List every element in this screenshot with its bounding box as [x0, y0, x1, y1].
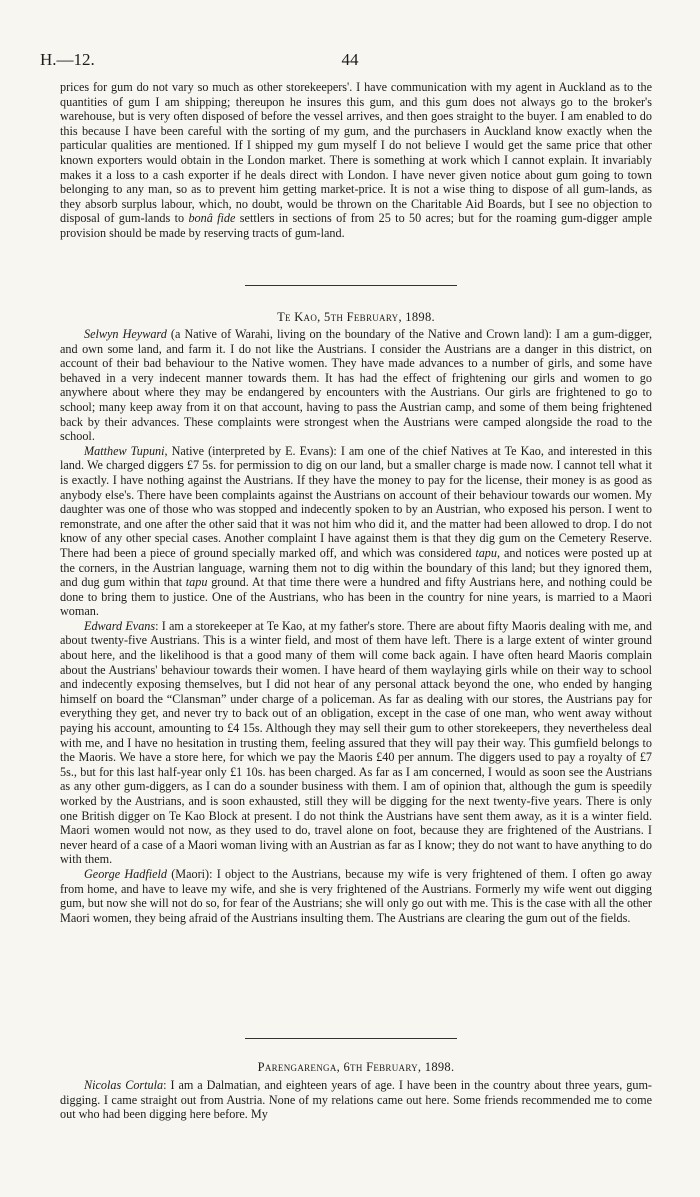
section-divider-1 — [245, 285, 457, 286]
parengarenga-testimonies — [60, 1078, 652, 1122]
witness-name: Selwyn Heyward — [84, 327, 167, 341]
heading-date: 5th February, 1898. — [324, 310, 435, 324]
heading-date: 6th February, 1898. — [343, 1060, 455, 1074]
testimony-evans: Edward Evans: I am a storekeeper at Te Kao, at my father's store. There are about fifty Maoris dealing with me, and about twenty-five Austrians. This is a winter field, and most of them have left. There is a large extent of winter ground about here, and the likelihood is that a good many of them will come back again. I have often heard Maoris complain about the Austrians' behaviour towards their women. I have heard of them waylaying girls while on their way to school and indecently exposing themselves, but I did not hear of any personal attack beyond the one, who ended by hanging himself on board the “Clansman” under charge of a policeman. As far as dealing with our stores, the Austrians pay for everything they get, and never try to back out of an obligation, except in the case of one man, who went away without paying his account, amounting to £4 15s. Although they may sell their gum to other storekeepers, they nevertheless deal with me, and I have no hesitation in trusting them, feeling assured that they will pay their way. This gumfield belongs to the Maoris. We have a store here, for which we pay the Maoris £40 per annum. The diggers used to pay a royalty of £7 5s., but for this last half-year only £1 10s. has been charged. As far as I am concerned, I would as soon see the Austrians as any other gum-diggers, as I can do a sounder business with them. I am of opinion that, although the gum is speedily worked by the Austrians, and is soon exhausted, still they will be digging for the next twenty-five years. There is only one British digger on Te Kao Block at present. I do not think the Austrians have sent them away, as it is a winter field. Maori women would not now, as they used to do, travel alone on foot, because they are frightened of the Austrians. I never heard of a case of a Maori woman living with an Austrian as far as I know; they do not want to have anything to do with them. — [60, 618, 652, 867]
document-reference: H.—12. — [40, 50, 95, 69]
testimony-tupuni: Matthew Tupuni, Native (interpreted by E. Evans): I am one of the chief Natives at Te Kao, and interested in this land. We charged diggers £7 5s. for permission to dig on our land, but a smaller charge is made now. I cannot tell what it is exactly. I have nothing against the Austrians. If they have the money to pay for the license, their money is as good as anybody else's. There have been complaints against the Austrians on account of their behaviour towards our women. My daughter was one of those who was stopped and indecently spoken to by an Austrian, who exposed his person. I went to remonstrate, and one after the other said that it was not him who did it, and the matter had been allowed to drop. I do not know of any other special cases. Another complaint I have against them is that they dig gum on the Cemetery Reserve. There had been a piece of ground specially marked off, and which was considered tapu, and notices were posted up at the corners, in the Austrian language, warning them not to dig within the boundary of this land; but they ignored them, and dug gum within that tapu ground. At that time there were a hundred and fifty Austrians here, and nothing could be done to bring them to justice. One of the Austrians, who has been in the country for nine years, is married to a Maori woman. — [60, 443, 653, 619]
intro-paragraph: prices for gum do not vary so much as other storekeepers'. I have communication with my agent in Auckland as to the quantities of gum I am shipping; thereupon he insures this gum, and this gum does not always go to the broker's warehouse, but is very often disposed of before the vessel arrives, and then goes straight to the buyer. I am enabled to do this because I have been careful with the sorting of my gum, and the purchasers in Auckland know exactly when the particular qualities are mentioned. If I shipped my gum myself I do not believe I would get the same price that other known exporters would obtain in the London market. There is something at work which I cannot explain. It invariably makes it a loss to a cash exporter if he deals direct with London. I have never given notice about gum going to town belonging to any man, so as to prevent him getting market-price. It is not a wise thing to dispose of all gum-lands, as they absorb surplus labour, which, no doubt, would be thrown on the Charitable Aid Boards, but I see no objection to disposal of gum-lands to bonâ fide settlers in sections of from 25 to 50 acres; but for the roaming gum-digger ample provision should be made by reserving tracts of gum-land. — [60, 80, 652, 240]
page-number: 44 — [341, 50, 359, 69]
section-heading-parengarenga: Parengarenga, 6th February, 1898. — [257, 1060, 455, 1074]
testimony-heyward: Selwyn Heyward (a Native of Warahi, living on the boundary of the Native and Crown land): I am a gum-digger, and own some land, and farm it. I do not like the Austrians. I consider the Austrians are a danger in this district, on account of their bad behaviour to the Native women. They have made advances to a number of girls, and some have behaved in a very indecent manner towards them. It has had the effect of frightening our girls and women to go anywhere about where they may be endangered by encounters with the Austrians. Our girls are frightened to go to school; many keep away from it on that account, having to pass the Austrian camp, and some of them being frightened back by their advances. These complaints were strongest when the Austrians were camped alongside the road to the school. — [60, 327, 652, 444]
testimony-hadfield: George Hadfield (Maori): I object to the Austrians, because my wife is very frightened of them. I often go away from home, and have to leave my wife, and she is very frightened of the Austrians. Formerly my wife went out digging gum, but now she will not do so, for fear of the Austrians; she will only go out with me. This is the case with all the other Maori women, they being afraid of the Austrians insulting them. The Austrians are clearing the gum out of the fields. — [60, 866, 652, 925]
testimony-cortula: Nicolas Cortula: I am a Dalmatian, and eighteen years of age. I have been in the country about three years, gum-digging. I came straight out from Austria. None of my relations came out here. Some friends recommended me to come out who had been digging here before. My — [60, 1078, 652, 1122]
section-divider-2 — [245, 1038, 457, 1039]
heading-place: Te Kao — [277, 310, 318, 324]
witness-name: Nicolas Cortula — [84, 1078, 164, 1092]
witness-name: George Hadfield — [84, 866, 167, 881]
section-heading-te-kao: Te Kao, 5th February, 1898. — [277, 310, 435, 324]
page-header — [40, 50, 660, 72]
witness-name: Matthew Tupuni — [84, 443, 165, 458]
te-kao-testimonies — [60, 327, 652, 925]
heading-place: Parengarenga — [257, 1060, 337, 1074]
witness-name: Edward Evans — [84, 618, 156, 633]
